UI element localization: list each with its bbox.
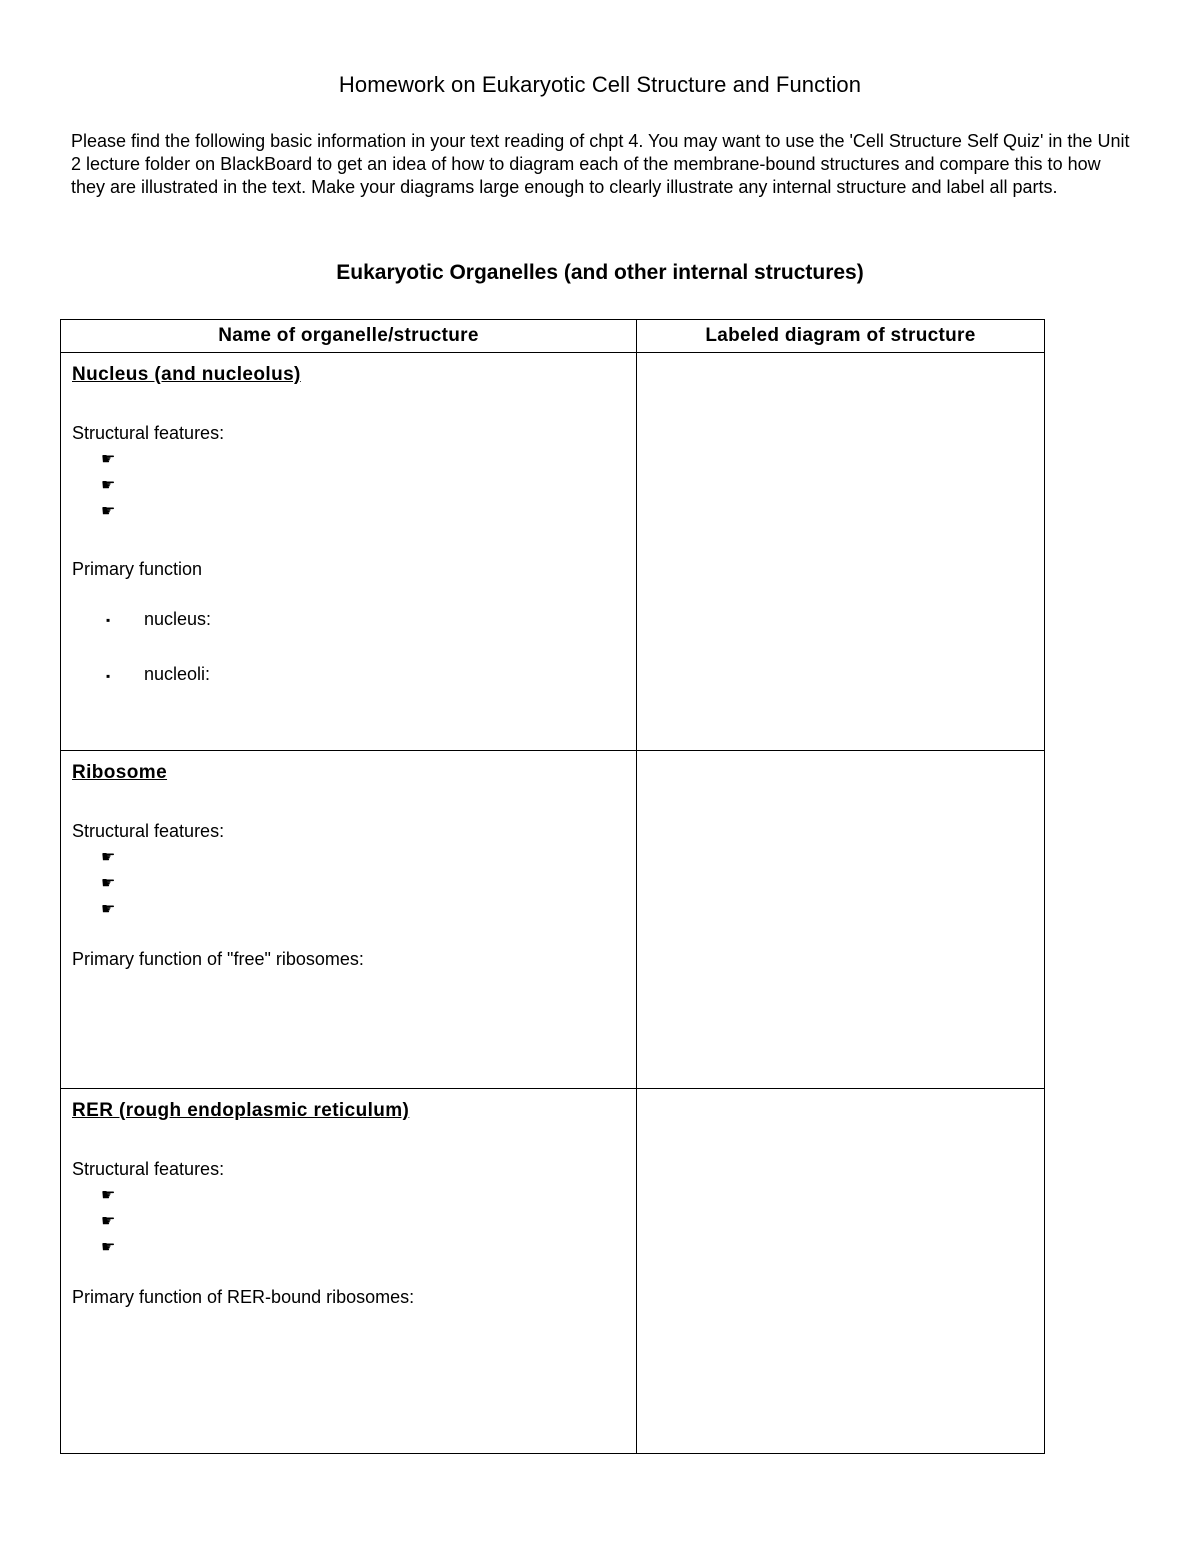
- page-title: Homework on Eukaryotic Cell Structure and Function: [338, 72, 862, 97]
- diagram-cell[interactable]: [637, 751, 1045, 1089]
- diagram-cell[interactable]: [637, 1089, 1045, 1454]
- primary-function-label: Primary function of RER-bound ribosomes:: [72, 1287, 415, 1307]
- list-item: [101, 895, 625, 921]
- table-row: [61, 751, 1045, 1089]
- organelle-table: [60, 319, 1045, 1454]
- organelle-cell: [61, 353, 637, 751]
- structural-features-list: [72, 1181, 625, 1259]
- list-item: [101, 471, 625, 497]
- primary-function-label: Primary function: [72, 559, 203, 579]
- organelle-name: RER (rough endoplasmic reticulum): [72, 1100, 410, 1121]
- table-header-row: [61, 320, 1045, 353]
- function-item-label: nucleoli:: [144, 664, 211, 685]
- list-item: [101, 445, 625, 471]
- list-item: [101, 497, 625, 523]
- list-item: [106, 607, 625, 632]
- organelle-cell: [61, 751, 637, 1089]
- instructions-paragraph: Please find the following basic information in your text reading of chpt 4. You may want to use the 'Cell Structure Self Quiz' in the Unit 2 lecture folder on BlackBoard to get an idea of how to diagram each of the membrane-bound structures and compare this to how they are illustrated in the text. Make your diagrams large enough to clearly illustrate any internal structure and label all parts.: [71, 131, 1130, 197]
- square-bullet-icon: ▪: [106, 613, 111, 628]
- list-item: [106, 662, 625, 687]
- list-item: [101, 1233, 625, 1259]
- pointing-hand-icon: ☛: [101, 503, 116, 520]
- list-item: [101, 1207, 625, 1233]
- pointing-hand-icon: ☛: [101, 1213, 116, 1230]
- pointing-hand-icon: ☛: [101, 477, 116, 494]
- list-item: [101, 1181, 625, 1207]
- primary-function-label: Primary function of "free" ribosomes:: [72, 949, 364, 969]
- structural-features-label: Structural features:: [72, 423, 225, 443]
- function-list: [72, 607, 625, 688]
- structural-features-list: [72, 843, 625, 921]
- structural-features-list: [72, 445, 625, 523]
- list-item: [101, 869, 625, 895]
- column-header-name: Name of organelle/structure: [61, 320, 637, 353]
- section-heading: Eukaryotic Organelles (and other internal structures): [336, 261, 864, 284]
- organelle-cell: [61, 1089, 637, 1454]
- column-header-diagram: Labeled diagram of structure: [637, 320, 1045, 353]
- pointing-hand-icon: ☛: [101, 451, 116, 468]
- square-bullet-icon: ▪: [106, 668, 111, 683]
- pointing-hand-icon: ☛: [101, 1239, 116, 1256]
- organelle-name: Nucleus (and nucleolus): [72, 364, 301, 385]
- table-row: [61, 353, 1045, 751]
- pointing-hand-icon: ☛: [101, 1187, 116, 1204]
- pointing-hand-icon: ☛: [101, 849, 116, 866]
- function-item-label: nucleus:: [144, 609, 212, 629]
- organelle-name: Ribosome: [72, 762, 168, 783]
- pointing-hand-icon: ☛: [101, 875, 116, 892]
- table-row: [61, 1089, 1045, 1454]
- pointing-hand-icon: ☛: [101, 901, 116, 918]
- list-item: [101, 843, 625, 869]
- structural-features-label: Structural features:: [72, 821, 225, 841]
- diagram-cell[interactable]: [637, 353, 1045, 751]
- structural-features-label: Structural features:: [72, 1159, 225, 1179]
